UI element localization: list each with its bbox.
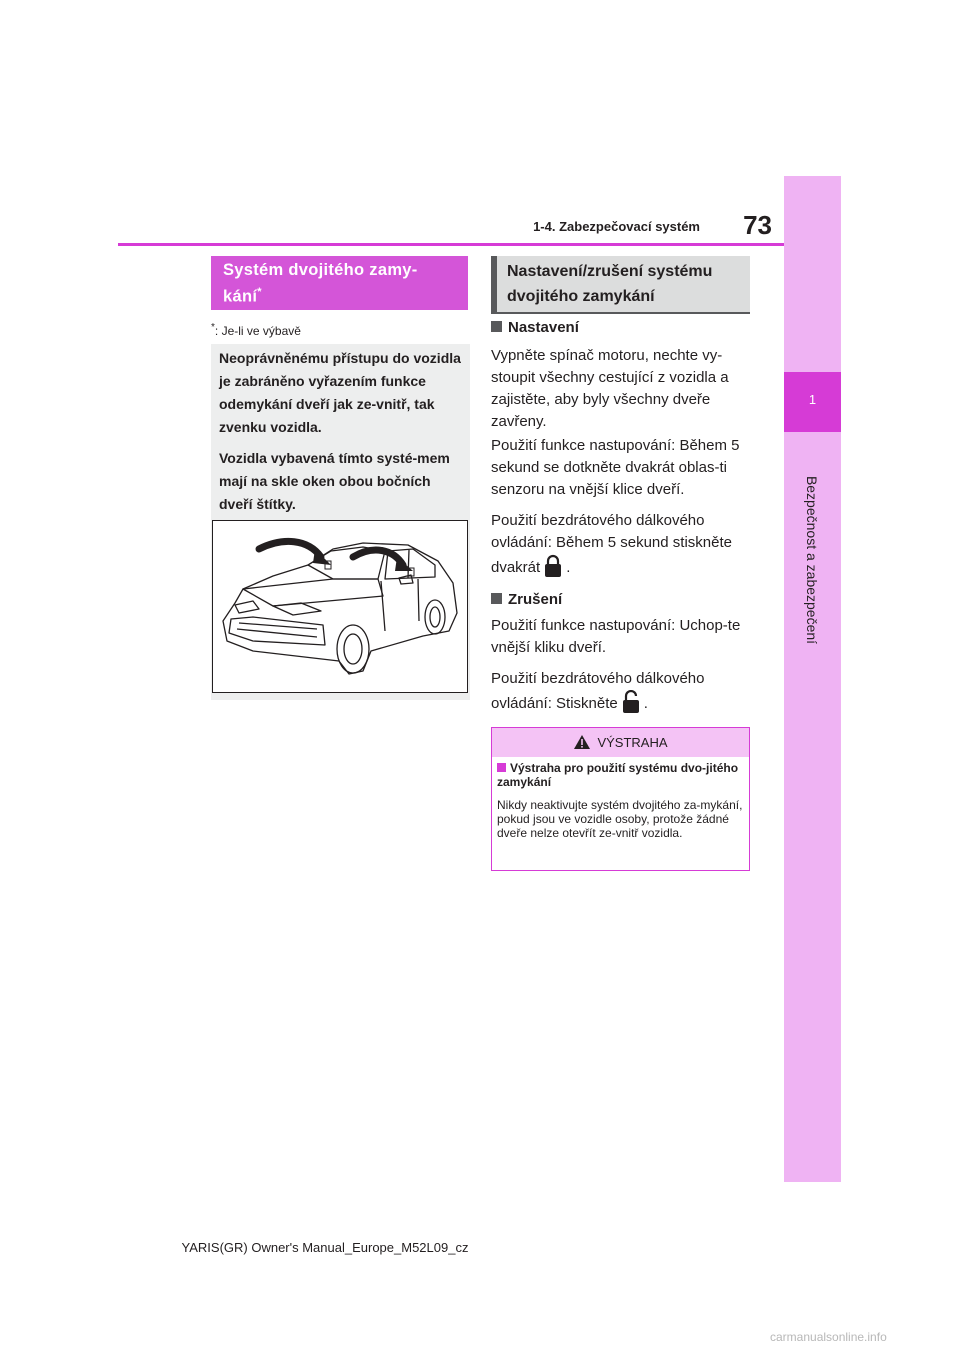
section-title-left: Systém dvojitého zamy- kání*	[211, 256, 468, 310]
side-tab-number: 1	[808, 392, 817, 407]
section-title-rule	[491, 312, 750, 314]
section-title-right: Nastavení/zrušení systému dvojitého zamykání	[491, 256, 750, 312]
warning-triangle-icon	[573, 734, 591, 750]
cancel-heading: Zrušení	[491, 589, 753, 611]
set-paragraph-3: Použití bezdrátového dálkového ovládání: Během 5 sekund stiskněte dvakrát .	[491, 510, 753, 585]
side-tab	[784, 176, 841, 1182]
lock-icon	[544, 554, 562, 585]
intro-paragraph-2: Vozidla vybavená tímto systé-mem mají na skle oken obou bočních dveří štítky.	[219, 450, 450, 512]
watermark: carmanualsonline.info	[770, 1330, 887, 1344]
page-number: 73	[743, 210, 772, 240]
header-rule	[118, 243, 784, 246]
chapter-title: 1-4. Zabezpečovací systém	[533, 219, 700, 234]
bullet-square-icon	[497, 763, 506, 772]
car-illustration	[212, 520, 468, 693]
warning-title: VÝSTRAHA	[492, 728, 749, 757]
warning-subtitle: Výstraha pro použití systému dvo-jitého zamykání	[497, 761, 739, 789]
cancel-paragraph-1: Použití funkce nastupování: Uchop-te vnější kliku dveří.	[491, 617, 741, 656]
footer-text: YARIS(GR) Owner's Manual_Europe_M52L09_cz	[181, 1240, 469, 1255]
set-paragraph-1: Vypněte spínač motoru, nechte vy-stoupit všechny cestující z vozidla a zajistěte, aby byly všechny dveře zavřeny.	[491, 347, 729, 430]
unlock-icon	[622, 690, 640, 721]
footnote: *: Je-li ve výbavě	[211, 322, 301, 338]
set-paragraph-2: Použití funkce nastupování: Během 5 sekund se dotkněte dvakrát oblas-ti senzoru na vnější klice dveří.	[491, 437, 740, 498]
warning-body: Nikdy neaktivujte systém dvojitého za-mykání, pokud jsou ve vozidle osoby, protože žádné dveře nelze otevřít ze-vnitř vozidla.	[497, 798, 743, 840]
intro-text	[219, 347, 464, 524]
bullet-square-icon	[491, 593, 502, 604]
car-drawing-icon	[213, 521, 467, 692]
cancel-paragraph-2: Použití bezdrátového dálkového ovládání: Stiskněte .	[491, 668, 753, 721]
set-heading: Nastavení	[491, 317, 753, 339]
intro-paragraph-1: Neoprávněnému přístupu do vozidla je zabráněno vyřazením funkce odemykání dveří jak ze-vnitř, tak zvenku vozidla.	[219, 350, 461, 435]
bullet-square-icon	[491, 321, 502, 332]
